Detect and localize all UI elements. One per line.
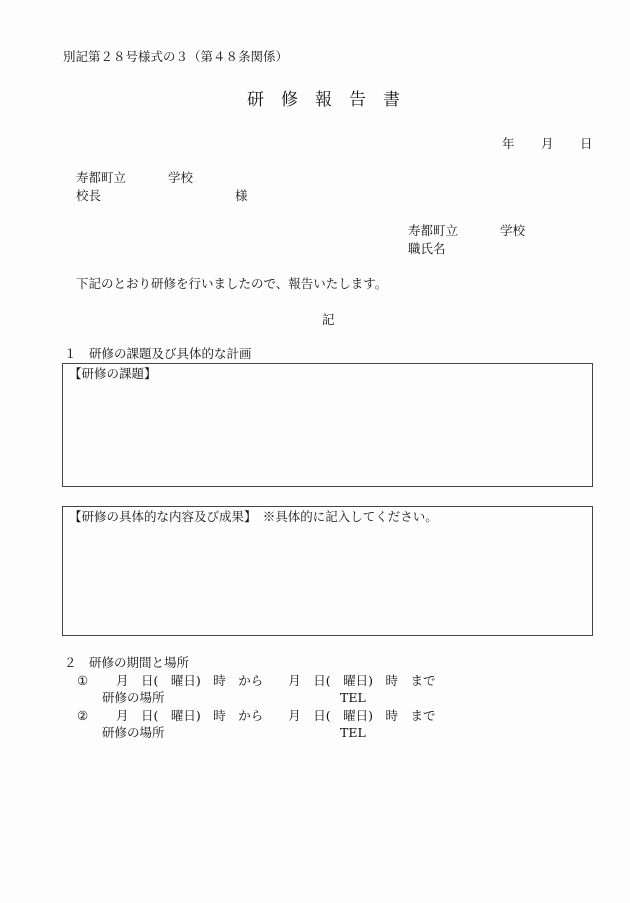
period-2-tel-label: TEL (340, 725, 366, 740)
addressee-town: 寿都町立 (76, 170, 127, 185)
addressee-school: 学校 (168, 170, 194, 185)
theme-box[interactable] (62, 363, 593, 487)
period-1-line: 月 日( 曜日) 時 から 月 日( 曜日) 時 まで (116, 673, 436, 688)
intro-text: 下記のとおり研修を行いましたので、報告いたします。 (76, 276, 388, 291)
date-year: 年 (502, 136, 515, 151)
date-month: 月 (541, 136, 554, 151)
section1-heading: １ 研修の課題及び具体的な計画 (64, 346, 252, 361)
addressee-honorific: 様 (235, 188, 248, 203)
period-2-line: 月 日( 曜日) 時 から 月 日( 曜日) 時 まで (116, 708, 436, 723)
sender-name-label: 職氏名 (408, 241, 446, 256)
section2-heading: ２ 研修の期間と場所 (64, 655, 190, 670)
period-2-place-label: 研修の場所 (102, 725, 165, 740)
results-box[interactable] (62, 506, 593, 636)
sender-town: 寿都町立 (408, 223, 459, 238)
period-2-number: ② (77, 708, 89, 723)
date-day: 日 (580, 136, 593, 151)
form-reference: 別記第２８号様式の３（第４８条関係） (63, 49, 289, 64)
period-1-tel-label: TEL (340, 690, 366, 705)
theme-box-label: 【研修の課題】 (69, 366, 157, 381)
results-box-label: 【研修の具体的な内容及び成果】 ※具体的に記入してください。 (69, 509, 438, 524)
period-1-place-label: 研修の場所 (102, 690, 165, 705)
addressee-principal: 校長 (76, 188, 102, 203)
ki-heading: 記 (322, 312, 335, 327)
sender-school: 学校 (500, 223, 526, 238)
document-title: 研 修 報 告 書 (247, 90, 400, 110)
period-1-number: ① (77, 673, 89, 688)
